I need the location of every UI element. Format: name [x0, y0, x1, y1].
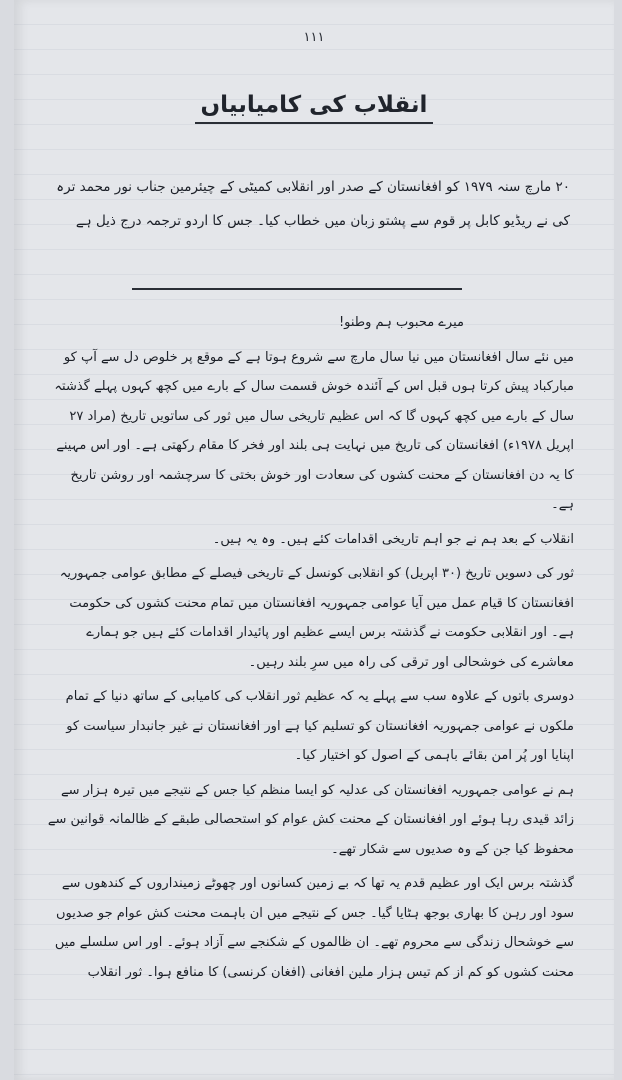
intro-paragraph: ۲۰ مارچ سنہ ۱۹۷۹ کو افغانستان کے صدر اور انقلابی کمیٹی کے چیئرمین جناب نور محمد ترہ کی نے ریڈیو کابل پر قوم سے پشتو زبان میں خطاب کیا۔ جس کا اردو ترجمہ درج ذیل ہے: [56, 179, 570, 229]
salutation: میرے محبوب ہم وطنو!: [338, 315, 464, 330]
paragraph: دوسری باتوں کے علاوہ سب سے پہلے یہ کہ عظیم ثور انقلاب کی کامیابی کے ساتھ دنیا کے تمام ملکوں نے عوامی جمہوریہ افغانستان کو تسلیم کیا ہے اور افغانستان نے غیر جانبدار سیاست کو اپنایا اور پُر امن بقائے باہمی کے اصول کو اختیار کیا۔: [65, 689, 574, 763]
book-page: [14, 0, 614, 1080]
page-title-text: انقلاب کی کامیابیاں: [195, 92, 434, 124]
paragraph: انقلاب کے بعد ہم نے جو اہم تاریخی اقدامات کئے ہیں۔ وہ یہ ہیں۔: [212, 531, 574, 547]
paragraph: میں نئے سال افغانستان میں نیا سال مارچ سے شروع ہوتا ہے کے موقع پر خلوص دل سے آپ کو مبارکباد پیش کرتا ہوں قبل اس کے آئندہ خوش قسمت سال کے بارے میں کچھ کہوں پہلے گذشتہ سال کے بارے میں کچھ کہوں گا کہ اس عظیم تاریخی سال میں ثور کی ساتویں تاریخ (مراد ۲۷ اپریل ۱۹۷۸ء) افغانستان کی تاریخ میں نہایت ہی بلند اور فخر کا مقام رکھتی ہے۔ اور اس مہینے کا یہ دن افغانستان کے محنت کشوں کی سعادت اور خوش بختی کا سرچشمہ اور روشن تاریخ ہے۔: [54, 349, 574, 512]
paragraph: ہم نے عوامی جمہوریہ افغانستان کی عدلیہ کو ایسا منظم کیا جس کے نتیجے میں تیرہ ہزار سے زائد قیدی رہا ہوئے اور افغانستان کے محنت کش عوام کو استحصالی طبقے کے ظالمانہ قوانین سے محفوظ کیا جن کے وہ صدیوں سے شکار تھے۔: [47, 782, 574, 857]
section-divider: [132, 288, 462, 290]
paragraph: ثور کی دسویں تاریخ (۳۰ اپریل) کو انقلابی کونسل کے تاریخی فیصلے کے مطابق عوامی جمہوریہ افغانستان کا قیام عمل میں آیا عوامی جمہوریہ افغانستان میں تمام محنت کشوں کی حکومت ہے۔ اور انقلابی حکومت نے گذشتہ برس ایسے عظیم اور پائیدار اقدامات کئے ہیں جو ہمارے معاشرے کی خوشحالی اور ترقی کی راہ میں سرِ بلند رہیں۔: [59, 566, 574, 670]
page-number: ۱۱۱: [303, 30, 325, 45]
paragraph: گذشتہ برس ایک اور عظیم قدم یہ تھا کہ بے زمین کسانوں اور چھوٹے زمینداروں کے کندھوں سے سود اور رہن کا بھاری بوجھ ہٹایا گیا۔ جس کے نتیجے میں ان باہمت محنت کش عوام جو صدیوں سے خوشحال زندگی سے محروم تھے۔ ان ظالموں کے شکنجے سے آزاد ہوئے۔ اور اس سلسلے میں محنت کشوں کو کم از کم تیس ہزار ملین افغانی (افغان کرنسی) کا منافع ہوا۔ ثور انقلاب: [54, 876, 574, 980]
page-title: [14, 92, 614, 118]
speech-body: [44, 308, 574, 992]
